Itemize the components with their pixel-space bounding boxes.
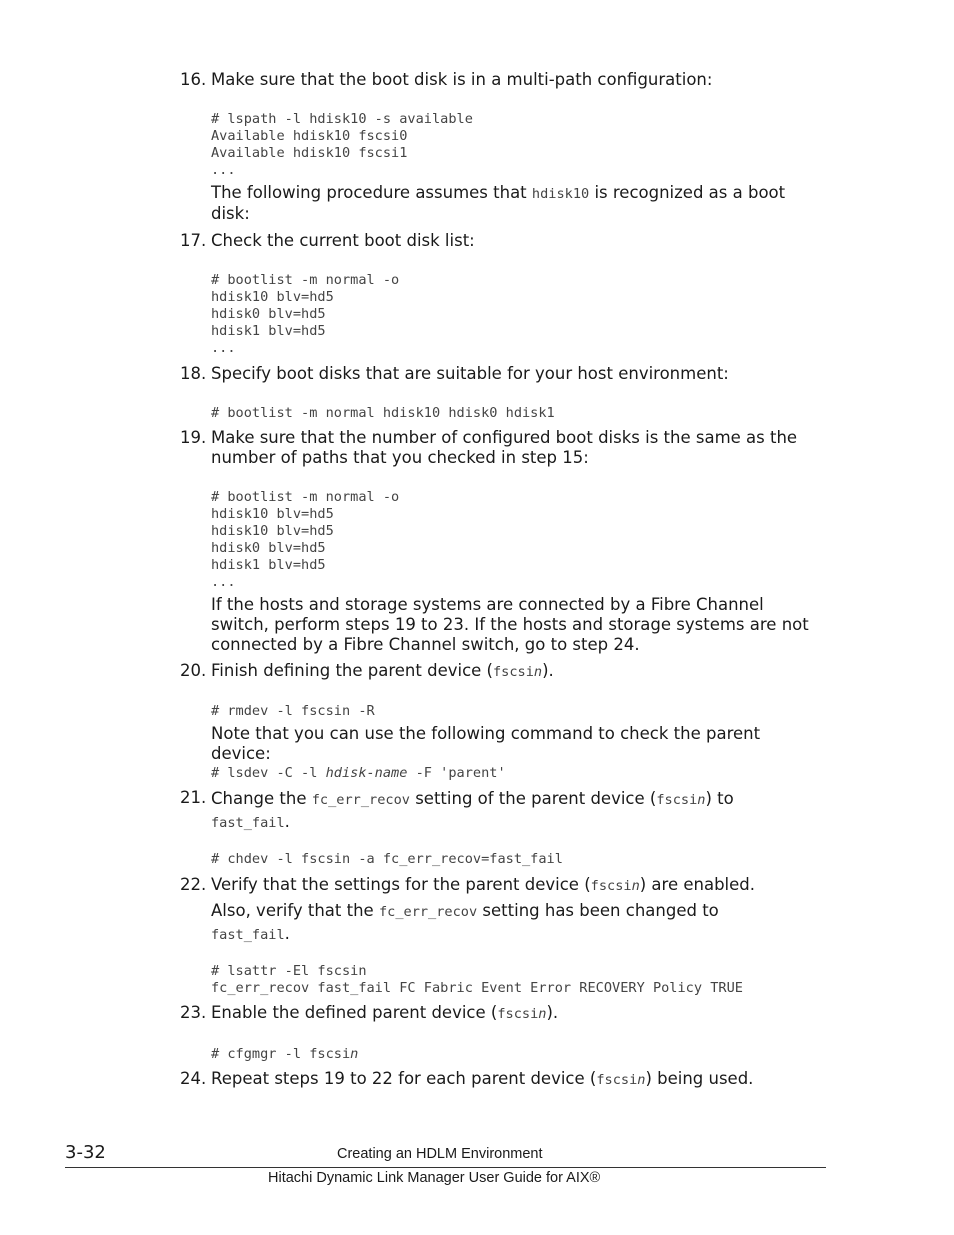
code-block-21: # chdev -l fscsin -a fc_err_recov=fast_fail [211,851,563,867]
code-block-23: # cfgmgr -l fscsin [211,1046,359,1062]
step-text: Specify boot disks that are suitable for your host environment: [211,364,729,383]
code-block-16: # lspath -l hdisk10 -s available Available hdisk10 fscsi0 Available hdisk10 fscsi1 ... [211,111,473,178]
step-number: 22. [180,875,207,894]
code-block-22: # lsattr -El fscsin fc_err_recov fast_fail FC Fabric Event Error RECOVERY Policy TRUE [211,963,743,996]
step-text: Make sure that the boot disk is in a multi-path configuration: [211,70,713,89]
step-text: Check the current boot disk list: [211,231,475,250]
step-number: 19. [180,428,207,447]
step-number: 17. [180,231,207,250]
page-number: 3-32 [65,1142,106,1163]
step-number: 18. [180,364,207,383]
step-number: 20. [180,661,207,680]
code-block-19: # bootlist -m normal -o hdisk10 blv=hd5 hdisk10 blv=hd5 hdisk0 blv=hd5 hdisk1 blv=hd5 ... [211,489,400,590]
paragraph-19: If the hosts and storage systems are connected by a Fibre Channel switch, perform steps 19 to 23. If the hosts and storage systems are not connected by a Fibre Channel switch, go to step 24. [211,595,809,654]
step-number: 24. [180,1069,207,1088]
chapter-title: Creating an HDLM Environment [337,1146,543,1162]
paragraph-16: The following procedure assumes that hdisk10 is recognized as a boot disk: [211,183,786,223]
code-block-18: # bootlist -m normal hdisk10 hdisk0 hdisk1 [211,405,555,421]
step-text: Change the fc_err_recov setting of the parent device (fscsin) to fast_fail. [211,789,734,831]
code-block-17: # bootlist -m normal -o hdisk10 blv=hd5 hdisk0 blv=hd5 hdisk1 blv=hd5 ... [211,272,400,356]
paragraph-22: Also, verify that the fc_err_recov setting has been changed to fast_fail. [211,901,719,943]
code-block-20: # rmdev -l fscsin -R [211,703,375,719]
step-number: 23. [180,1003,207,1022]
step-text: Repeat steps 19 to 22 for each parent device (fscsin) being used. [211,1069,754,1088]
paragraph-20: Note that you can use the following command to check the parent device: [211,724,761,763]
step-text: Finish defining the parent device (fscsin). [211,661,554,680]
step-number: 21. [180,788,207,807]
footer-divider [65,1167,826,1168]
code-block-20b: # lsdev -C -l hdisk-name -F 'parent' [211,765,506,781]
step-number: 16. [180,70,207,89]
step-text: Verify that the settings for the parent device (fscsin) are enabled. [211,875,756,894]
step-text: Make sure that the number of configured boot disks is the same as the number of paths that you checked in step 15: [211,428,798,467]
book-title: Hitachi Dynamic Link Manager User Guide for AIX® [268,1170,601,1186]
step-text: Enable the defined parent device (fscsin). [211,1003,559,1022]
